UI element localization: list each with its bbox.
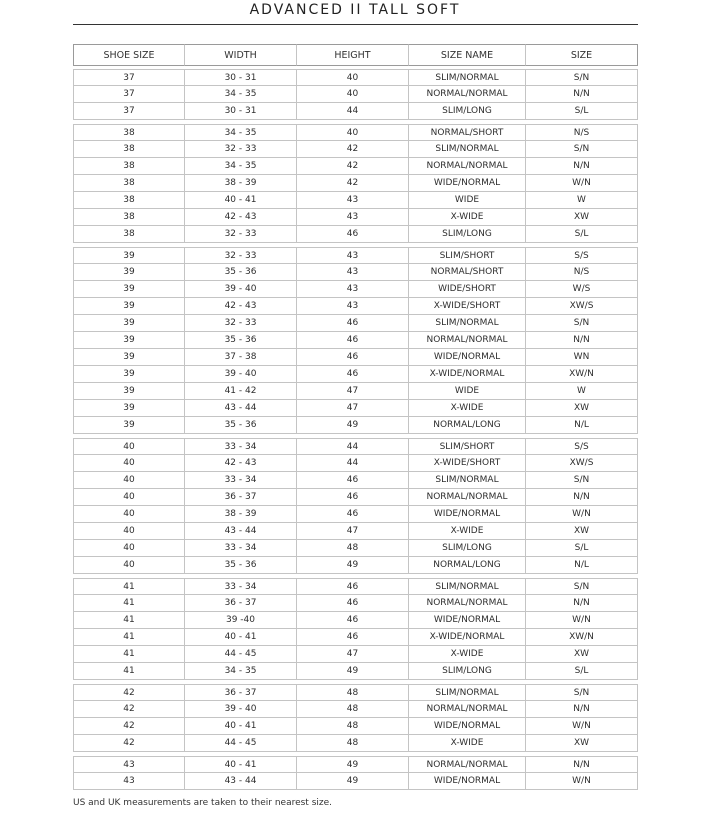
size-name-cell: X-WIDE/SHORT (409, 455, 526, 472)
width-cell: 34 - 35 (185, 158, 297, 175)
shoe-size-cell: 39 (73, 298, 185, 315)
header-size: SIZE (526, 44, 638, 66)
size-code-cell: N/L (526, 557, 638, 574)
shoe-size-cell: 42 (73, 718, 185, 735)
height-cell: 42 (297, 175, 409, 192)
table-row (73, 718, 638, 735)
size-name-cell: SLIM/NORMAL (409, 578, 526, 595)
table-row (73, 417, 638, 434)
table-row (73, 438, 638, 455)
height-cell: 43 (297, 281, 409, 298)
height-cell: 46 (297, 612, 409, 629)
size-code-cell: S/N (526, 315, 638, 332)
size-name-cell: X-WIDE (409, 646, 526, 663)
shoe-size-cell: 41 (73, 646, 185, 663)
size-code-cell: S/S (526, 438, 638, 455)
height-cell: 46 (297, 489, 409, 506)
width-cell: 39 - 40 (185, 366, 297, 383)
table-row (73, 226, 638, 243)
size-group (73, 247, 638, 434)
size-code-cell: S/N (526, 141, 638, 158)
size-name-cell: X-WIDE (409, 400, 526, 417)
size-name-cell: X-WIDE/NORMAL (409, 629, 526, 646)
header-shoe-size: SHOE SIZE (73, 44, 185, 66)
table-row (73, 557, 638, 574)
width-cell: 38 - 39 (185, 175, 297, 192)
size-name-cell: SLIM/LONG (409, 226, 526, 243)
shoe-size-cell: 40 (73, 489, 185, 506)
size-code-cell: XW (526, 646, 638, 663)
height-cell: 43 (297, 209, 409, 226)
size-name-cell: WIDE/NORMAL (409, 506, 526, 523)
size-code-cell: N/N (526, 756, 638, 773)
width-cell: 30 - 31 (185, 103, 297, 120)
size-code-cell: S/L (526, 226, 638, 243)
table-row (73, 578, 638, 595)
size-code-cell: W/N (526, 175, 638, 192)
page-title: ADVANCED II TALL SOFT (249, 2, 461, 18)
width-cell: 32 - 33 (185, 141, 297, 158)
size-name-cell: WIDE/NORMAL (409, 718, 526, 735)
shoe-size-cell: 40 (73, 455, 185, 472)
size-name-cell: NORMAL/NORMAL (409, 756, 526, 773)
shoe-size-cell: 40 (73, 540, 185, 557)
size-code-cell: W/N (526, 506, 638, 523)
table-row (73, 86, 638, 103)
height-cell: 48 (297, 735, 409, 752)
table-header-row (73, 44, 638, 66)
size-name-cell: SLIM/LONG (409, 663, 526, 680)
width-cell: 42 - 43 (185, 209, 297, 226)
width-cell: 35 - 36 (185, 417, 297, 434)
width-cell: 34 - 35 (185, 124, 297, 141)
height-cell: 49 (297, 756, 409, 773)
shoe-size-cell: 39 (73, 366, 185, 383)
size-code-cell: XW/N (526, 366, 638, 383)
table-row (73, 595, 638, 612)
height-cell: 49 (297, 663, 409, 680)
size-name-cell: SLIM/SHORT (409, 247, 526, 264)
size-code-cell: W/S (526, 281, 638, 298)
width-cell: 34 - 35 (185, 663, 297, 680)
size-code-cell: N/N (526, 701, 638, 718)
table-row (73, 69, 638, 86)
size-code-cell: N/N (526, 158, 638, 175)
size-name-cell: X-WIDE (409, 209, 526, 226)
size-name-cell: NORMAL/NORMAL (409, 86, 526, 103)
size-code-cell: XW/S (526, 298, 638, 315)
height-cell: 48 (297, 718, 409, 735)
size-code-cell: W (526, 192, 638, 209)
size-name-cell: SLIM/SHORT (409, 438, 526, 455)
height-cell: 46 (297, 595, 409, 612)
height-cell: 48 (297, 701, 409, 718)
size-code-cell: XW/S (526, 455, 638, 472)
table-row (73, 141, 638, 158)
table-row (73, 472, 638, 489)
height-cell: 47 (297, 523, 409, 540)
height-cell: 44 (297, 438, 409, 455)
table-row (73, 663, 638, 680)
size-group (73, 578, 638, 680)
shoe-size-cell: 38 (73, 158, 185, 175)
width-cell: 44 - 45 (185, 735, 297, 752)
width-cell: 40 - 41 (185, 629, 297, 646)
height-cell: 40 (297, 69, 409, 86)
height-cell: 43 (297, 247, 409, 264)
size-code-cell: N/S (526, 124, 638, 141)
table-row (73, 684, 638, 701)
size-code-cell: W/N (526, 612, 638, 629)
size-group (73, 756, 638, 790)
size-code-cell: W/N (526, 773, 638, 790)
height-cell: 43 (297, 264, 409, 281)
shoe-size-cell: 37 (73, 86, 185, 103)
size-name-cell: SLIM/NORMAL (409, 472, 526, 489)
shoe-size-cell: 37 (73, 103, 185, 120)
table-row (73, 701, 638, 718)
height-cell: 46 (297, 226, 409, 243)
table-row (73, 646, 638, 663)
shoe-size-cell: 43 (73, 756, 185, 773)
shoe-size-cell: 38 (73, 226, 185, 243)
table-row (73, 175, 638, 192)
height-cell: 43 (297, 192, 409, 209)
shoe-size-cell: 40 (73, 523, 185, 540)
width-cell: 35 - 36 (185, 264, 297, 281)
width-cell: 39 - 40 (185, 701, 297, 718)
table-row (73, 209, 638, 226)
size-group (73, 69, 638, 120)
height-cell: 44 (297, 455, 409, 472)
table-row (73, 735, 638, 752)
height-cell: 46 (297, 315, 409, 332)
shoe-size-cell: 43 (73, 773, 185, 790)
table-row (73, 124, 638, 141)
height-cell: 47 (297, 383, 409, 400)
header-width: WIDTH (185, 44, 297, 66)
size-code-cell: XW (526, 400, 638, 417)
size-code-cell: S/N (526, 578, 638, 595)
size-code-cell: XW (526, 209, 638, 226)
table-row (73, 315, 638, 332)
width-cell: 33 - 34 (185, 578, 297, 595)
table-row (73, 264, 638, 281)
width-cell: 43 - 44 (185, 523, 297, 540)
table-row (73, 629, 638, 646)
width-cell: 42 - 43 (185, 298, 297, 315)
width-cell: 38 - 39 (185, 506, 297, 523)
height-cell: 46 (297, 506, 409, 523)
width-cell: 41 - 42 (185, 383, 297, 400)
size-group (73, 124, 638, 243)
height-cell: 49 (297, 557, 409, 574)
size-code-cell: XW/N (526, 629, 638, 646)
table-row (73, 349, 638, 366)
header-height: HEIGHT (297, 44, 409, 66)
shoe-size-cell: 38 (73, 141, 185, 158)
title-divider (73, 24, 638, 25)
table-row (73, 298, 638, 315)
height-cell: 49 (297, 773, 409, 790)
size-code-cell: N/N (526, 86, 638, 103)
height-cell: 48 (297, 684, 409, 701)
size-code-cell: N/S (526, 264, 638, 281)
size-code-cell: XW (526, 735, 638, 752)
size-code-cell: N/N (526, 489, 638, 506)
size-code-cell: N/N (526, 595, 638, 612)
shoe-size-cell: 38 (73, 124, 185, 141)
size-name-cell: NORMAL/NORMAL (409, 595, 526, 612)
size-code-cell: N/N (526, 332, 638, 349)
size-name-cell: WIDE (409, 192, 526, 209)
width-cell: 40 - 41 (185, 192, 297, 209)
size-name-cell: NORMAL/NORMAL (409, 701, 526, 718)
size-code-cell: S/L (526, 540, 638, 557)
shoe-size-cell: 38 (73, 175, 185, 192)
size-name-cell: WIDE (409, 383, 526, 400)
table-row (73, 332, 638, 349)
size-code-cell: S/N (526, 684, 638, 701)
table-row (73, 540, 638, 557)
shoe-size-cell: 41 (73, 595, 185, 612)
width-cell: 37 - 38 (185, 349, 297, 366)
table-body (73, 69, 638, 790)
table-row (73, 455, 638, 472)
height-cell: 47 (297, 646, 409, 663)
height-cell: 49 (297, 417, 409, 434)
size-code-cell: S/L (526, 103, 638, 120)
height-cell: 46 (297, 629, 409, 646)
width-cell: 40 - 41 (185, 718, 297, 735)
width-cell: 33 - 34 (185, 472, 297, 489)
table-row (73, 506, 638, 523)
height-cell: 46 (297, 472, 409, 489)
size-name-cell: WIDE/NORMAL (409, 612, 526, 629)
shoe-size-cell: 39 (73, 315, 185, 332)
width-cell: 33 - 34 (185, 540, 297, 557)
size-code-cell: S/L (526, 663, 638, 680)
size-code-cell: W/N (526, 718, 638, 735)
width-cell: 39 -40 (185, 612, 297, 629)
size-name-cell: SLIM/LONG (409, 103, 526, 120)
table-row (73, 612, 638, 629)
shoe-size-cell: 42 (73, 701, 185, 718)
width-cell: 40 - 41 (185, 756, 297, 773)
size-name-cell: X-WIDE/NORMAL (409, 366, 526, 383)
table-row (73, 756, 638, 773)
table-row (73, 247, 638, 264)
height-cell: 40 (297, 124, 409, 141)
width-cell: 32 - 33 (185, 247, 297, 264)
width-cell: 35 - 36 (185, 332, 297, 349)
width-cell: 32 - 33 (185, 226, 297, 243)
table-row (73, 103, 638, 120)
header-size-name: SIZE NAME (409, 44, 526, 66)
height-cell: 43 (297, 298, 409, 315)
shoe-size-cell: 39 (73, 383, 185, 400)
size-code-cell: N/L (526, 417, 638, 434)
width-cell: 35 - 36 (185, 557, 297, 574)
footnote: US and UK measurements are taken to their nearest size. (73, 798, 333, 808)
height-cell: 46 (297, 366, 409, 383)
height-cell: 46 (297, 349, 409, 366)
size-name-cell: NORMAL/SHORT (409, 124, 526, 141)
table-row (73, 400, 638, 417)
size-name-cell: WIDE/NORMAL (409, 773, 526, 790)
height-cell: 46 (297, 578, 409, 595)
shoe-size-cell: 37 (73, 69, 185, 86)
size-name-cell: NORMAL/NORMAL (409, 489, 526, 506)
height-cell: 46 (297, 332, 409, 349)
size-name-cell: WIDE/NORMAL (409, 175, 526, 192)
width-cell: 36 - 37 (185, 595, 297, 612)
shoe-size-cell: 42 (73, 735, 185, 752)
shoe-size-cell: 39 (73, 417, 185, 434)
height-cell: 42 (297, 158, 409, 175)
shoe-size-cell: 42 (73, 684, 185, 701)
table-row (73, 192, 638, 209)
table-row (73, 773, 638, 790)
height-cell: 44 (297, 103, 409, 120)
size-name-cell: X-WIDE/SHORT (409, 298, 526, 315)
height-cell: 47 (297, 400, 409, 417)
size-code-cell: S/N (526, 69, 638, 86)
width-cell: 30 - 31 (185, 69, 297, 86)
shoe-size-cell: 40 (73, 472, 185, 489)
size-name-cell: NORMAL/NORMAL (409, 158, 526, 175)
width-cell: 32 - 33 (185, 315, 297, 332)
table-row (73, 489, 638, 506)
table-row (73, 158, 638, 175)
height-cell: 42 (297, 141, 409, 158)
size-name-cell: NORMAL/NORMAL (409, 332, 526, 349)
shoe-size-cell: 38 (73, 192, 185, 209)
table-row (73, 366, 638, 383)
size-chart-table (73, 44, 638, 794)
size-name-cell: WIDE/SHORT (409, 281, 526, 298)
table-row (73, 383, 638, 400)
shoe-size-cell: 39 (73, 400, 185, 417)
width-cell: 42 - 43 (185, 455, 297, 472)
size-group (73, 684, 638, 752)
shoe-size-cell: 40 (73, 438, 185, 455)
table-row (73, 523, 638, 540)
shoe-size-cell: 38 (73, 209, 185, 226)
width-cell: 36 - 37 (185, 489, 297, 506)
shoe-size-cell: 39 (73, 281, 185, 298)
size-name-cell: WIDE/NORMAL (409, 349, 526, 366)
shoe-size-cell: 40 (73, 557, 185, 574)
size-name-cell: SLIM/NORMAL (409, 684, 526, 701)
size-group (73, 438, 638, 574)
size-code-cell: XW (526, 523, 638, 540)
table-row (73, 281, 638, 298)
size-name-cell: SLIM/NORMAL (409, 141, 526, 158)
width-cell: 33 - 34 (185, 438, 297, 455)
size-code-cell: WN (526, 349, 638, 366)
size-name-cell: NORMAL/LONG (409, 417, 526, 434)
shoe-size-cell: 39 (73, 247, 185, 264)
shoe-size-cell: 41 (73, 578, 185, 595)
width-cell: 44 - 45 (185, 646, 297, 663)
size-name-cell: SLIM/NORMAL (409, 69, 526, 86)
size-name-cell: X-WIDE (409, 735, 526, 752)
size-code-cell: S/N (526, 472, 638, 489)
shoe-size-cell: 41 (73, 663, 185, 680)
width-cell: 43 - 44 (185, 773, 297, 790)
height-cell: 48 (297, 540, 409, 557)
shoe-size-cell: 40 (73, 506, 185, 523)
width-cell: 34 - 35 (185, 86, 297, 103)
size-name-cell: NORMAL/SHORT (409, 264, 526, 281)
size-code-cell: S/S (526, 247, 638, 264)
width-cell: 43 - 44 (185, 400, 297, 417)
size-name-cell: X-WIDE (409, 523, 526, 540)
size-name-cell: SLIM/LONG (409, 540, 526, 557)
shoe-size-cell: 39 (73, 349, 185, 366)
size-name-cell: SLIM/NORMAL (409, 315, 526, 332)
shoe-size-cell: 41 (73, 612, 185, 629)
size-name-cell: NORMAL/LONG (409, 557, 526, 574)
height-cell: 40 (297, 86, 409, 103)
shoe-size-cell: 39 (73, 332, 185, 349)
width-cell: 39 - 40 (185, 281, 297, 298)
shoe-size-cell: 41 (73, 629, 185, 646)
shoe-size-cell: 39 (73, 264, 185, 281)
size-code-cell: W (526, 383, 638, 400)
width-cell: 36 - 37 (185, 684, 297, 701)
